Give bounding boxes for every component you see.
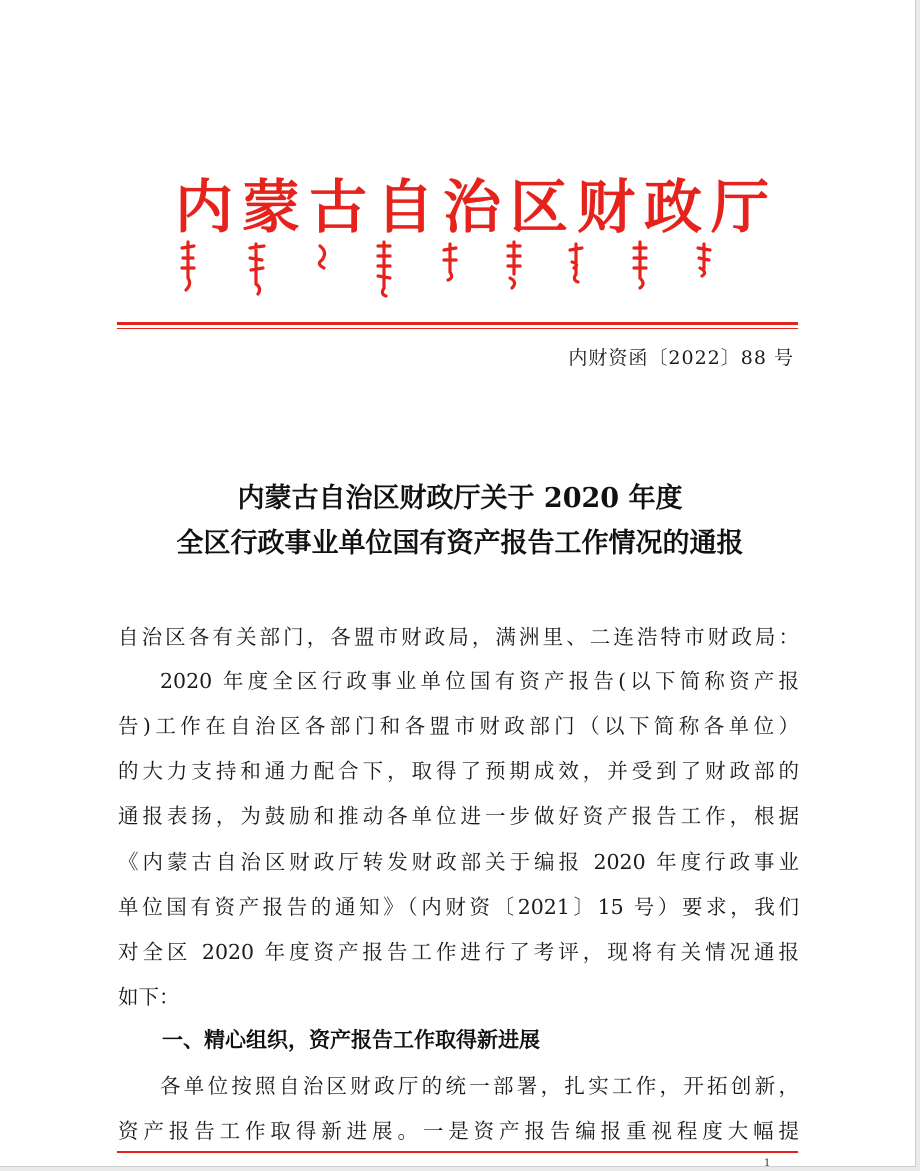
mongolian-script-logo [178, 238, 718, 298]
header-red-rule-thick [117, 322, 798, 325]
page-number: 1 [764, 1158, 771, 1167]
bottom-red-rule [117, 1151, 798, 1153]
paragraph-1-line: 对全区 2020 年度资产报告工作进行了考评，现将有关情况通报 [118, 940, 799, 964]
paragraph-1-line: 通报表扬，为鼓励和推动各单位进一步做好资产报告工作，根据 [118, 804, 799, 828]
document-title-line-2: 全区行政事业单位国有资产报告工作情况的通报 [176, 528, 744, 559]
document-title-line-1: 内蒙古自治区财政厅关于 2020 年度 [237, 483, 683, 514]
paragraph-1-line: 如下： [118, 985, 180, 1009]
paragraph-1-line: 告)工作在自治区各部门和各盟市财政部门（以下简称各单位） [118, 714, 799, 738]
paragraph-2-line: 资产报告工作取得新进展。一是资产报告编报重视程度大幅提 [118, 1119, 799, 1143]
paragraph-1-line: 的大力支持和通力配合下，取得了预期成效，并受到了财政部的 [118, 759, 799, 783]
agency-name-header: 内蒙古自治区财政厅 [175, 173, 779, 241]
salutation: 自治区各有关部门，各盟市财政局，满洲里、二连浩特市财政局： [118, 625, 799, 649]
paragraph-1-line: 2020 年度全区行政事业单位国有资产报告(以下简称资产报 [160, 669, 799, 693]
header-red-rule-thin [117, 328, 798, 329]
paragraph-2-line: 各单位按照自治区财政厅的统一部署，扎实工作，开拓创新， [160, 1074, 799, 1098]
section-heading-1: 一、精心组织，资产报告工作取得新进展 [162, 1028, 540, 1052]
paragraph-1-line: 《内蒙古自治区财政厅转发财政部关于编报 2020 年度行政事业 [118, 850, 799, 874]
paragraph-1-line: 单位国有资产报告的通知》（内财资〔2021〕15 号）要求，我们 [118, 895, 799, 919]
document-number: 内财资函〔2022〕88 号 [568, 347, 794, 369]
